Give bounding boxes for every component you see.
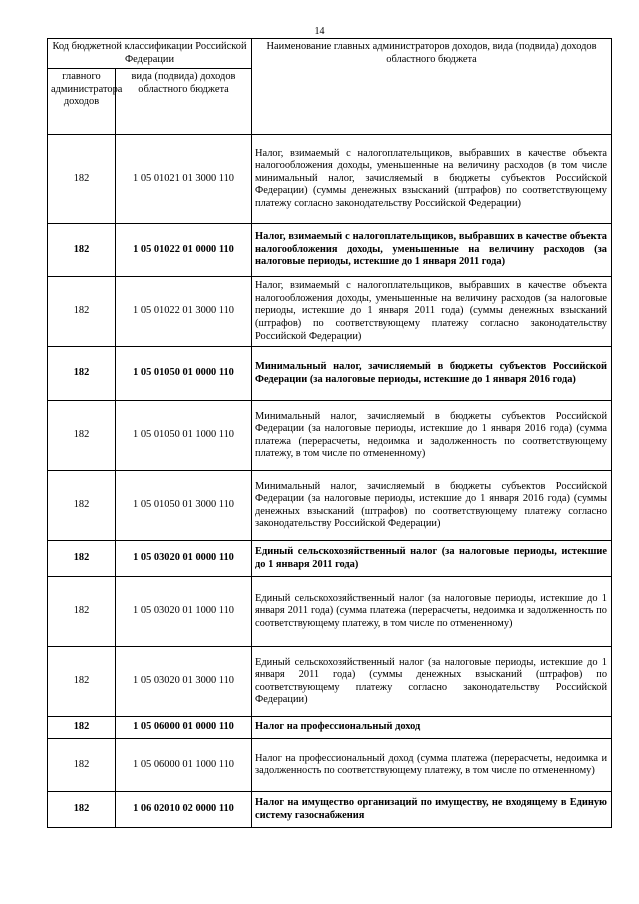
income-code-cell: 1 05 03020 01 1000 110 xyxy=(116,577,252,647)
admin-code-cell: 182 xyxy=(48,541,116,577)
admin-code-cell: 182 xyxy=(48,739,116,792)
income-code-cell: 1 05 06000 01 1000 110 xyxy=(116,739,252,792)
table-row xyxy=(48,277,612,347)
income-name-cell: Единый сельскохозяйственный налог (за налоговые периоды, истекшие до 1 января 2011 года) (сумма платежа (перерасчеты, недоимка и задолженность по соответствующему платежу, в том числе по отмененному) xyxy=(252,577,612,647)
table-row xyxy=(48,577,612,647)
income-code-cell: 1 05 01050 01 0000 110 xyxy=(116,347,252,401)
header-admin-column: главного администратора доходов xyxy=(48,69,116,135)
budget-classification-table xyxy=(47,38,612,828)
table-row xyxy=(48,717,612,739)
table-row xyxy=(48,135,612,224)
table-body xyxy=(48,135,612,828)
income-name-cell: Налог на профессиональный доход xyxy=(252,717,612,739)
income-name-cell: Налог на профессиональный доход (сумма платежа (перерасчеты, недоимка и задолженность по соответствующему платежу, в том числе по отмененному) xyxy=(252,739,612,792)
income-name-cell: Минимальный налог, зачисляемый в бюджеты субъектов Российской Федерации (за налоговые периоды, истекшие до 1 января 2016 года) xyxy=(252,347,612,401)
page-number: 14 xyxy=(314,26,325,37)
table-row xyxy=(48,224,612,277)
header-row-1 xyxy=(48,39,612,69)
income-name-cell: Налог, взимаемый с налогоплательщиков, выбравших в качестве объекта налогообложения доходы, уменьшенные на величину расходов (за налоговые периоды, истекшие до 1 января 2011 года) xyxy=(252,224,612,277)
table-row xyxy=(48,471,612,541)
header-name-column: Наименование главных администраторов доходов, вида (подвида) доходов областного бюджета xyxy=(252,39,612,135)
income-name-cell: Налог на имущество организаций по имуществу, не входящему в Единую систему газоснабжения xyxy=(252,792,612,828)
admin-code-cell: 182 xyxy=(48,792,116,828)
admin-code-cell: 182 xyxy=(48,647,116,717)
admin-code-cell: 182 xyxy=(48,277,116,347)
table-row xyxy=(48,792,612,828)
table-row xyxy=(48,541,612,577)
income-name-cell: Единый сельскохозяйственный налог (за налоговые периоды, истекшие до 1 января 2011 года) (суммы денежных взысканий (штрафов) по соответствующему платежу согласно законодательству Российской Федерации) xyxy=(252,647,612,717)
income-code-cell: 1 05 03020 01 0000 110 xyxy=(116,541,252,577)
admin-code-cell: 182 xyxy=(48,717,116,739)
income-name-cell: Налог, взимаемый с налогоплательщиков, выбравших в качестве объекта налогообложения доходы, уменьшенные на величину расходов (в том числе минимальный налог, зачисляемый в бюджеты субъектов Российской Федерации) (суммы денежных взысканий (штрафов) по соответствующему платежу согласно законодательству Российской Федерации) xyxy=(252,135,612,224)
table-row xyxy=(48,647,612,717)
admin-code-cell: 182 xyxy=(48,224,116,277)
income-code-cell: 1 05 01050 01 3000 110 xyxy=(116,471,252,541)
admin-code-cell: 182 xyxy=(48,471,116,541)
income-code-cell: 1 05 01022 01 0000 110 xyxy=(116,224,252,277)
header-group-title: Код бюджетной классификации Российской Федерации xyxy=(48,39,252,69)
admin-code-cell: 182 xyxy=(48,401,116,471)
income-code-cell: 1 05 01050 01 1000 110 xyxy=(116,401,252,471)
income-name-cell: Минимальный налог, зачисляемый в бюджеты субъектов Российской Федерации (за налоговые периоды, истекшие до 1 января 2016 года) (сумма платежа (перерасчеты, недоимка и задолженность по соответствующему платежу, в том числе по отмененному) xyxy=(252,401,612,471)
income-code-cell: 1 05 01022 01 3000 110 xyxy=(116,277,252,347)
admin-code-cell: 182 xyxy=(48,577,116,647)
income-code-cell: 1 05 01021 01 3000 110 xyxy=(116,135,252,224)
income-name-cell: Налог, взимаемый с налогоплательщиков, выбравших в качестве объекта налогообложения доходы, уменьшенные на величину расходов (за налоговые периоды, истекшие до 1 января 2011 года) (суммы денежных взысканий (штрафов) по соответствующему платежу согласно законодательству Российской Федерации) xyxy=(252,277,612,347)
income-name-cell: Минимальный налог, зачисляемый в бюджеты субъектов Российской Федерации (за налоговые периоды, истекшие до 1 января 2016 года) (суммы денежных взысканий (штрафов) по соответствующему платежу согласно законодательству Российской Федерации) xyxy=(252,471,612,541)
table-row xyxy=(48,739,612,792)
header-kind-column: вида (подвида) доходов областного бюджета xyxy=(116,69,252,135)
income-code-cell: 1 06 02010 02 0000 110 xyxy=(116,792,252,828)
income-code-cell: 1 05 03020 01 3000 110 xyxy=(116,647,252,717)
admin-code-cell: 182 xyxy=(48,135,116,224)
table-row xyxy=(48,347,612,401)
income-code-cell: 1 05 06000 01 0000 110 xyxy=(116,717,252,739)
admin-code-cell: 182 xyxy=(48,347,116,401)
income-name-cell: Единый сельскохозяйственный налог (за налоговые периоды, истекшие до 1 января 2011 года) xyxy=(252,541,612,577)
table-row xyxy=(48,401,612,471)
